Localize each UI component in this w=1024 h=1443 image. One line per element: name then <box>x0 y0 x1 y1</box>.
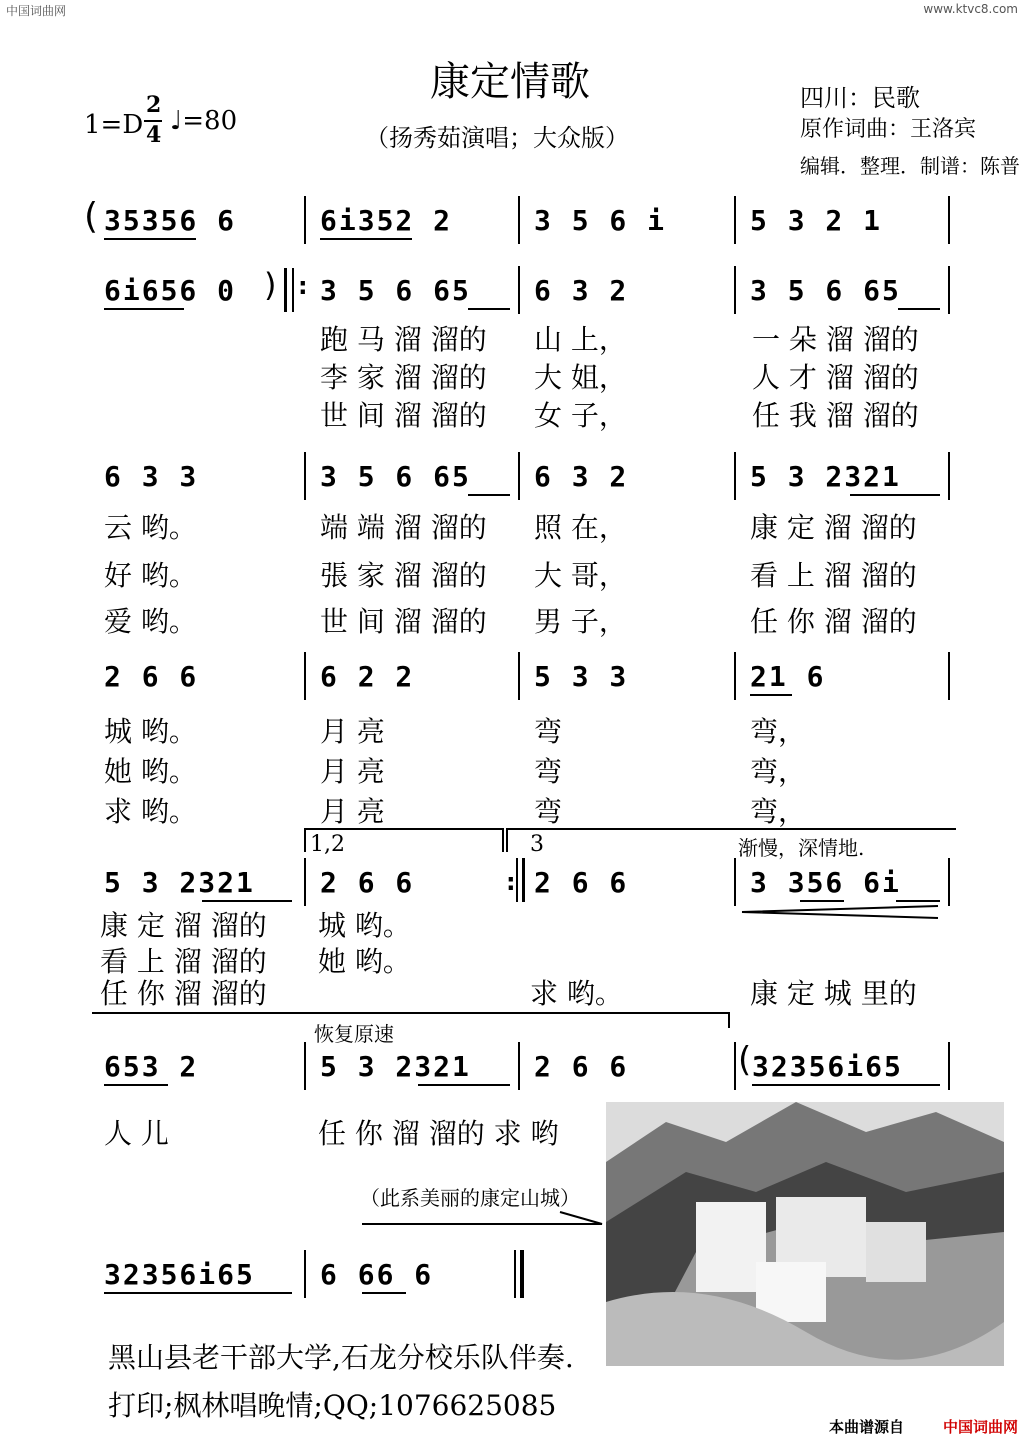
measure-notes: 6 3 2 <box>534 460 629 493</box>
lyric-syllables: 人 才 溜 溜的 <box>752 361 919 394</box>
barline <box>734 266 736 314</box>
barline <box>948 266 950 314</box>
barline <box>518 266 520 314</box>
beam-underline <box>850 494 940 496</box>
lyric-syllables: 月 亮 <box>320 795 385 828</box>
measure-notes: 3 5 6 65 <box>320 460 471 493</box>
barline <box>304 858 306 906</box>
lyric-syllables: 世 间 溜 溜的 <box>320 605 487 638</box>
lyric-syllables: 云 哟。 <box>104 511 197 544</box>
lyric-syllables: 李 家 溜 溜的 <box>320 361 487 394</box>
repeat-paren-left: ( <box>84 196 99 237</box>
barline <box>734 196 736 244</box>
lyric-syllables: 大 哥， <box>534 559 627 592</box>
lyric-syllables: 爱 哟。 <box>104 605 197 638</box>
barline <box>734 452 736 500</box>
repeat-dots: : <box>506 868 516 896</box>
watermark-right: www.ktvc8.com <box>923 2 1018 16</box>
lyric-syllables: 男 子， <box>534 605 627 638</box>
lyric-syllables: 女 子， <box>534 399 627 432</box>
tempo-bracket <box>92 1012 730 1028</box>
source-brand: 中国词曲网 <box>942 1418 1018 1436</box>
barline <box>948 196 950 244</box>
barline <box>948 652 950 700</box>
lyric-syllables: 康 定 溜 溜的 <box>100 909 267 942</box>
barline <box>734 1042 736 1090</box>
lyric-syllables: 看 上 溜 溜的 <box>750 559 917 592</box>
measure-notes: 35356 6 <box>104 204 237 237</box>
measure-notes: 3 5 6 65 <box>750 274 901 307</box>
accompaniment-credit: 黑山县老干部大学,石龙分校乐队伴奏. <box>108 1341 574 1374</box>
barline <box>518 1042 520 1090</box>
measure-notes: 5 3 3 <box>534 660 629 693</box>
barline <box>304 652 306 700</box>
subtitle: （扬秀茹演唱；大众版） <box>365 124 629 152</box>
beam-underline <box>898 308 940 310</box>
lyric-syllables: 弯 <box>534 795 563 828</box>
lyric-syllables: 她 哟。 <box>318 945 411 978</box>
barline <box>948 1042 950 1090</box>
measure-notes: 21 6 <box>750 660 826 693</box>
measure-notes: 6 66 6 <box>320 1258 434 1291</box>
lyric-syllables: 弯 <box>534 755 563 788</box>
measure-notes: 32356i65 <box>752 1050 903 1083</box>
beam-underline <box>750 694 792 696</box>
tempo-resume-marking: 恢复原速 <box>314 1022 394 1046</box>
barline <box>304 452 306 500</box>
lyric-syllables: 跑 马 溜 溜的 <box>320 323 487 356</box>
print-credit: 打印;枫林唱晚情;QQ;1076625085 <box>108 1389 557 1422</box>
lyric-syllables: 張 家 溜 溜的 <box>320 559 487 592</box>
beam-underline <box>104 308 184 310</box>
lyric-syllables: 任 我 溜 溜的 <box>752 399 919 432</box>
barline <box>304 196 306 244</box>
lyric-syllables: 好 哟。 <box>104 559 197 592</box>
measure-notes: 5 3 2321 <box>320 1050 471 1083</box>
measure-notes: 5 3 2321 <box>104 866 255 899</box>
measure-notes: 5 3 2 1 <box>750 204 883 237</box>
lyric-syllables: 任 你 溜 溜的 <box>100 977 267 1010</box>
lyric-syllables: 弯， <box>750 715 807 748</box>
lyric-syllables: 山 上， <box>534 323 627 356</box>
barline <box>518 452 520 500</box>
expression-marking: 渐慢，深情地. <box>738 836 865 860</box>
volta-label-3: 3 <box>530 832 544 857</box>
beam-underline <box>896 900 940 902</box>
lyric-syllables: 照 在， <box>534 511 627 544</box>
lyric-syllables: 康 定 城 里的 <box>750 977 917 1010</box>
source-label: 本曲谱源自 <box>828 1418 904 1436</box>
measure-notes: 3 5 6 i <box>534 204 667 237</box>
credit-composer: 原作词曲：王洛宾 <box>800 117 977 142</box>
beam-underline <box>468 308 510 310</box>
beam-underline <box>104 1292 292 1294</box>
lyric-syllables: 大 姐， <box>534 361 627 394</box>
beam-underline <box>468 494 510 496</box>
barline <box>518 196 520 244</box>
decrescendo-hairpin <box>740 904 940 920</box>
measure-notes: 2 6 6 <box>534 1050 629 1083</box>
beam-underline <box>362 1292 406 1294</box>
credit-origin: 四川：民歌 <box>800 84 920 112</box>
page-title: 康定情歌 <box>430 59 590 105</box>
measure-notes: 6 2 2 <box>320 660 415 693</box>
lyric-syllables: 人 儿 <box>104 1117 169 1150</box>
beam-underline <box>104 238 196 240</box>
repeat-start-barline <box>284 268 287 312</box>
barline <box>734 652 736 700</box>
measure-notes: 2 6 6 <box>104 660 199 693</box>
lyric-syllables: 弯， <box>750 795 807 828</box>
barline <box>304 1250 306 1298</box>
lyric-syllables: 城 哟。 <box>318 909 411 942</box>
volta-bracket-3 <box>506 828 956 852</box>
lyric-syllables: 弯 <box>534 715 563 748</box>
measure-notes: 32356i65 <box>104 1258 255 1291</box>
measure-notes: 6 3 2 <box>534 274 629 307</box>
photo-caption: （此系美丽的康定山城） <box>360 1186 580 1210</box>
repeat-end-barline <box>516 858 518 902</box>
lyric-syllables: 她 哟。 <box>104 755 197 788</box>
repeat-paren-right: ) <box>264 266 277 304</box>
kangding-town-photo <box>606 1102 1004 1366</box>
lyric-syllables: 世 间 溜 溜的 <box>320 399 487 432</box>
barline <box>734 858 736 906</box>
measure-notes: 6i656 0 <box>104 274 237 307</box>
beam-underline <box>752 1084 940 1086</box>
caption-arrow <box>360 1200 606 1240</box>
final-barline <box>514 1250 516 1298</box>
measure-notes: 2 6 6 <box>320 866 415 899</box>
lyric-syllables: 康 定 溜 溜的 <box>750 511 917 544</box>
lyric-syllables: 看 上 溜 溜的 <box>100 945 267 978</box>
key-signature: 1=D <box>84 110 144 140</box>
lyric-syllables: 任 你 溜 溜的 <box>750 605 917 638</box>
barline <box>948 452 950 500</box>
measure-notes: 3 356 6i <box>750 866 901 899</box>
measure-notes: 5 3 2321 <box>750 460 901 493</box>
beam-underline <box>202 900 292 902</box>
lyric-syllables: 求 哟。 <box>530 977 623 1010</box>
barline <box>518 652 520 700</box>
beam-underline <box>104 1084 168 1086</box>
tempo-marking: ♩=80 <box>170 106 238 136</box>
lyric-syllables: 城 哟。 <box>104 715 197 748</box>
lyric-syllables: 端 端 溜 溜的 <box>320 511 487 544</box>
final-barline <box>520 1250 524 1298</box>
measure-notes: 6 3 3 <box>104 460 199 493</box>
repeat-end-barline <box>522 858 525 902</box>
beam-underline <box>418 1084 510 1086</box>
lyric-syllables: 月 亮 <box>320 715 385 748</box>
lyric-syllables: 弯， <box>750 755 807 788</box>
beam-underline <box>320 238 412 240</box>
lyric-syllables: 求 哟。 <box>104 795 197 828</box>
beam-underline <box>800 900 844 902</box>
lyric-syllables: 一 朵 溜 溜的 <box>752 323 919 356</box>
measure-notes: 6i352 2 <box>320 204 453 237</box>
repeat-dots: : <box>298 272 308 300</box>
repeat-start-barline <box>292 268 294 312</box>
time-signature-top: 2 <box>146 92 162 118</box>
measure-notes: 2 6 6 <box>534 866 629 899</box>
credit-editor: 编辑．整理．制谱：陈普 <box>800 154 1020 178</box>
lyric-syllables: 任 你 溜 溜的 求 哟 <box>318 1117 559 1150</box>
volta-label-1: 1,2 <box>310 832 345 857</box>
barline <box>948 858 950 906</box>
barline <box>304 1042 306 1090</box>
time-signature-bottom: 4 <box>146 122 162 148</box>
measure-notes: 653 2 <box>104 1050 199 1083</box>
repeat-paren-left: ( <box>738 1040 752 1080</box>
lyric-syllables: 月 亮 <box>320 755 385 788</box>
measure-notes: 3 5 6 65 <box>320 274 471 307</box>
watermark-left: 中国词曲网 <box>6 4 67 18</box>
